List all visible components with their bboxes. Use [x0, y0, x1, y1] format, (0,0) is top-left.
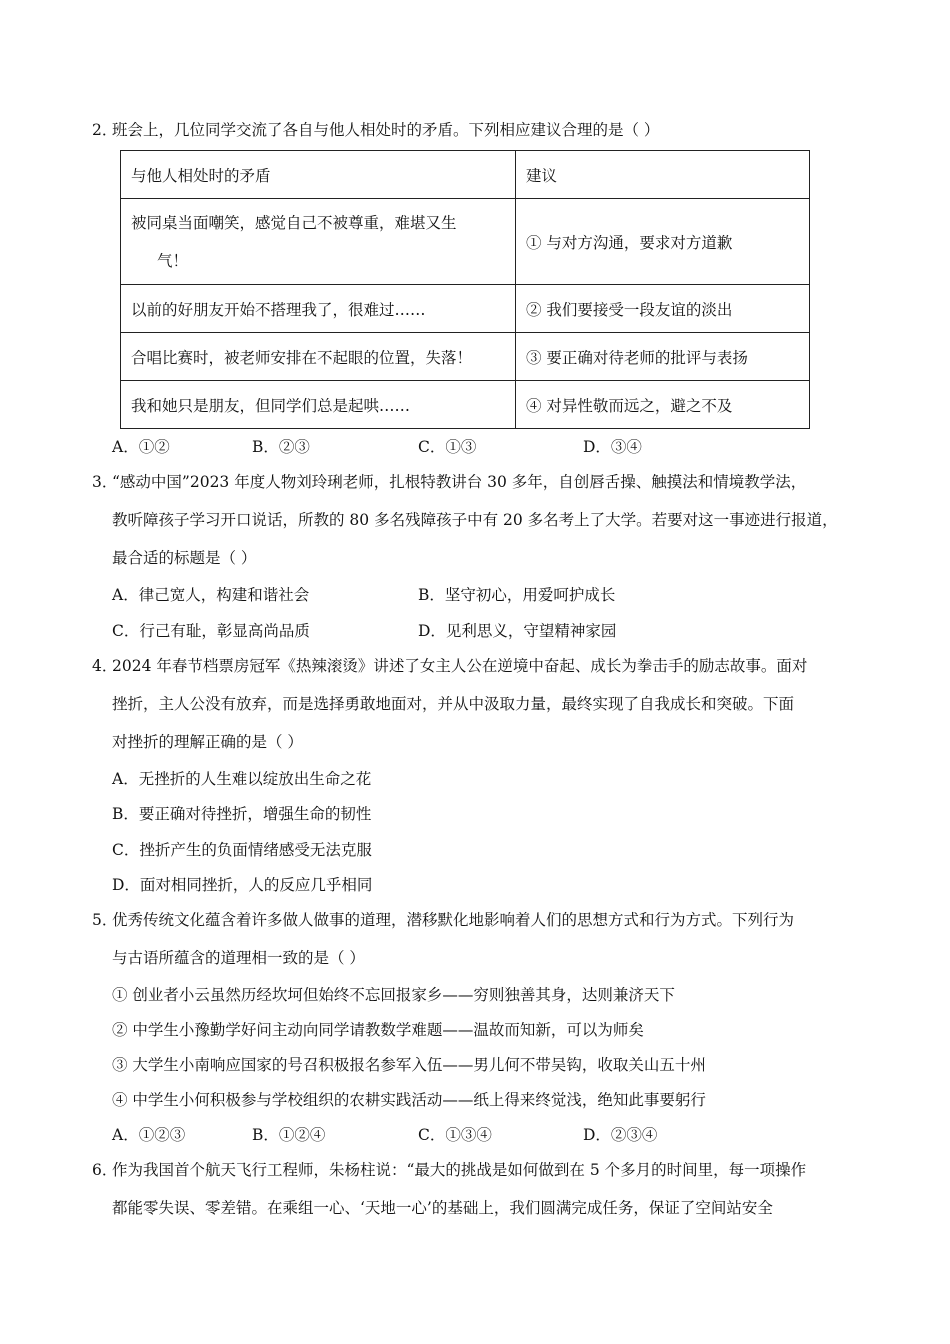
- table-cell-advice: ③ 要正确对待老师的批评与表扬: [516, 333, 810, 381]
- q6-stem-line2: 都能零失误、零差错。在乘组一心、‘天地一心’的基础上，我们圆满完成任务，保证了空间站安全: [112, 1199, 773, 1217]
- table-row: [121, 381, 810, 429]
- q4-option-b: B．要正确对待挫折，增强生命的韧性: [112, 805, 372, 823]
- q6-stem-line1: 作为我国首个航天飞行工程师，朱杨柱说：“最大的挑战是如何做到在 5 个多月的时间里，每一项操作: [112, 1161, 807, 1179]
- table-cell-conflict: 我和她只是朋友，但同学们总是起哄……: [121, 381, 516, 429]
- q5-item-3: ③ 大学生小南响应国家的号召积极报名参军入伍——男儿何不带吴钩，收取关山五十州: [112, 1056, 706, 1074]
- conflict-text-line2: 气！: [157, 251, 189, 270]
- q5-number: 5．: [92, 911, 118, 929]
- q4-option-a: A．无挫折的人生难以绽放出生命之花: [112, 770, 372, 788]
- q5-item-1: ① 创业者小云虽然历经坎坷但始终不忘回报家乡——穷则独善其身，达则兼济天下: [112, 986, 675, 1004]
- q4-number: 4．: [92, 657, 118, 675]
- q2-number: 2．: [92, 121, 118, 139]
- q3-option-a: A．律己宽人，构建和谐社会: [112, 586, 310, 604]
- q5-option-b: B．①②④: [252, 1126, 326, 1144]
- table-cell-advice: ④ 对异性敬而远之，避之不及: [516, 381, 810, 429]
- q3-option-d: D．见利思义，守望精神家园: [418, 622, 617, 640]
- table-cell-conflict: 以前的好朋友开始不搭理我了，很难过……: [121, 285, 516, 333]
- q5-item-4: ④ 中学生小何积极参与学校组织的农耕实践活动——纸上得来终觉浅，绝知此事要躬行: [112, 1091, 706, 1109]
- table-cell-advice: ① 与对方沟通，要求对方道歉: [516, 199, 810, 285]
- table-cell-conflict: 合唱比赛时，被老师安排在不起眼的位置，失落！: [121, 333, 516, 381]
- table-header-advice: 建议: [516, 151, 810, 199]
- q2-option-c: C．①③: [418, 438, 477, 456]
- q3-option-b: B．坚守初心，用爱呵护成长: [418, 586, 616, 604]
- q2-stem: 班会上，几位同学交流了各自与他人相处时的矛盾。下列相应建议合理的是（ ）: [112, 121, 660, 139]
- q4-stem-line1: 2024 年春节档票房冠军《热辣滚烫》讲述了女主人公在逆境中奋起、成长为拳击手的励志故事。面对: [112, 657, 808, 675]
- table-cell-conflict: [121, 199, 516, 285]
- q5-option-d: D．②③④: [583, 1126, 658, 1144]
- table-row: [121, 285, 810, 333]
- q4-stem-line3: 对挫折的理解正确的是（ ）: [112, 733, 303, 751]
- q5-stem-line2: 与古语所蕴含的道理相一致的是（ ）: [112, 949, 365, 967]
- q4-option-d: D．面对相同挫折，人的反应几乎相同: [112, 876, 373, 894]
- q3-option-c: C．行己有耻，彰显高尚品质: [112, 622, 310, 640]
- q2-option-d: D．③④: [583, 438, 642, 456]
- table-row: [121, 199, 810, 285]
- q5-option-a: A．①②③: [112, 1126, 186, 1144]
- table-header-row: [121, 151, 810, 199]
- q2-option-a: A．①②: [112, 438, 170, 456]
- q5-stem-line1: 优秀传统文化蕴含着许多做人做事的道理，潜移默化地影响着人们的思想方式和行为方式。下列行为: [112, 911, 795, 929]
- q3-stem-line3: 最合适的标题是（ ）: [112, 549, 257, 567]
- q3-stem-line1: “感动中国”2023 年度人物刘玲琍老师，扎根特教讲台 30 多年，自创唇舌操、触摸法和情境教学法，: [112, 473, 807, 491]
- q2-option-b: B．②③: [252, 438, 310, 456]
- table-header-conflict: 与他人相处时的矛盾: [121, 151, 516, 199]
- q4-option-c: C．挫折产生的负面情绪感受无法克服: [112, 841, 372, 859]
- conflict-text-line1: 被同桌当面嘲笑，感觉自己不被尊重，难堪又生: [131, 213, 457, 232]
- q4-stem-line2: 挫折，主人公没有放弃，而是选择勇敢地面对，并从中汲取力量，最终实现了自我成长和突破。下面: [112, 695, 795, 713]
- q6-number: 6．: [92, 1161, 118, 1179]
- table-row: [121, 333, 810, 381]
- table-cell-advice: ② 我们要接受一段友谊的淡出: [516, 285, 810, 333]
- q3-stem-line2: 教听障孩子学习开口说话，所教的 80 多名残障孩子中有 20 多名考上了大学。若要对这一事迹进行报道，: [112, 511, 838, 529]
- q2-table: [120, 150, 810, 429]
- q3-number: 3．: [92, 473, 118, 491]
- q5-item-2: ② 中学生小豫勤学好问主动向同学请教数学难题——温故而知新，可以为师矣: [112, 1021, 644, 1039]
- q5-option-c: C．①③④: [418, 1126, 492, 1144]
